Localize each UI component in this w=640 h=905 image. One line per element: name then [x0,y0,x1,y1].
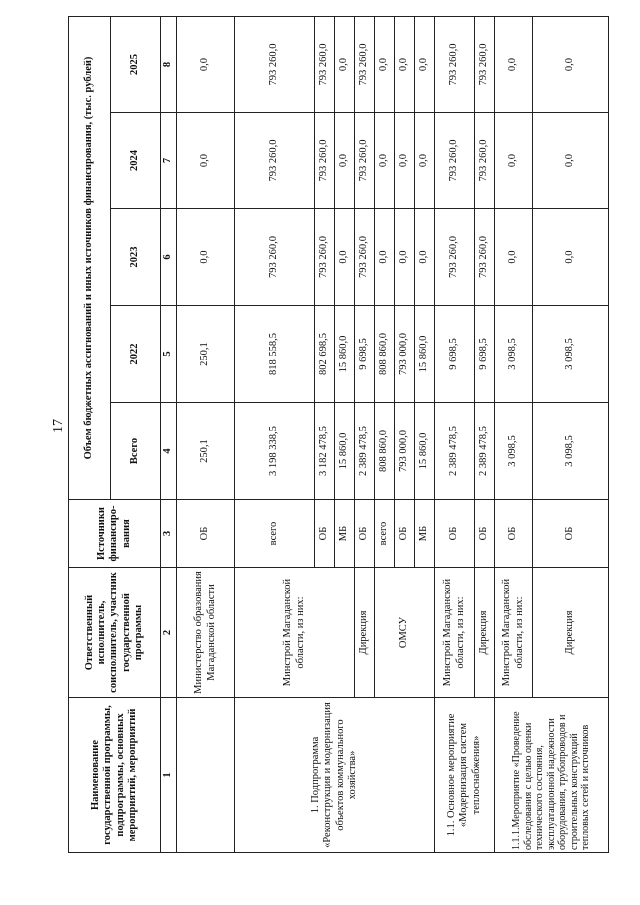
cell-value: 793 000,0 [395,306,415,403]
cell-value: 2 389 478,5 [435,403,475,500]
cell-value: 15 860,0 [415,403,435,500]
cell-source: МБ [335,500,355,568]
cell-value: 0,0 [495,113,533,209]
budget-table [68,16,609,853]
cell-value: 0,0 [335,16,355,112]
cell-executor: Минстрой Магаданской области, из них: [235,568,355,698]
table-row [177,16,235,852]
cell-value: 793 260,0 [315,16,335,112]
cell-value: 0,0 [533,209,609,306]
col-number: 3 [161,500,177,568]
cell-source: ОБ [533,500,609,568]
cell-value: 0,0 [415,113,435,209]
cell-executor: Дирекция [355,568,375,698]
cell-value: 15 860,0 [335,403,355,500]
cell-source: ОБ [435,500,475,568]
cell-source: ОБ [355,500,375,568]
cell-value: 0,0 [395,16,415,112]
cell-value: 9 698,5 [435,306,475,403]
cell-value: 2 389 478,5 [475,403,495,500]
cell-value: 9 698,5 [355,306,375,403]
cell-source: всего [375,500,395,568]
cell-value: 0,0 [495,209,533,306]
cell-value: 0,0 [177,16,235,112]
cell-value: 0,0 [533,113,609,209]
page-number: 17 [51,419,66,433]
cell-value: 0,0 [375,16,395,112]
cell-value: 793 260,0 [475,113,495,209]
header-year: 2025 [111,16,161,112]
cell-value: 793 000,0 [395,403,415,500]
table-row [495,16,533,852]
cell-name: 1.1.1.Мероприятие «Проведение обследования с целью оценки технического состояния, эксплуатационной надежности оборудования, трубопроводов и строительных конструкций тепловых сетей и источников [495,698,609,853]
cell-executor: Минстрой Магаданской области, из них: [435,568,475,698]
cell-value: 3 098,5 [533,306,609,403]
col-number: 1 [161,698,177,853]
cell-source: всего [235,500,315,568]
cell-value: 250,1 [177,306,235,403]
cell-value: 808 860,0 [375,306,395,403]
cell-executor: ОМСУ [375,568,435,698]
cell-value: 802 698,5 [315,306,335,403]
cell-value: 793 260,0 [235,113,315,209]
header-executor: Ответственный исполнитель, соисполнитель, участник государственной программы [69,568,161,698]
cell-value: 3 098,5 [533,403,609,500]
cell-value: 793 260,0 [355,113,375,209]
cell-value: 793 260,0 [435,16,475,112]
cell-value: 3 098,5 [495,403,533,500]
cell-value: 0,0 [177,209,235,306]
cell-value: 0,0 [335,209,355,306]
col-number: 7 [161,113,177,209]
cell-name-empty [177,698,235,853]
cell-source: ОБ [495,500,533,568]
header-name: Наименование государственной программы, подпрограммы, основных мероприятий, мероприятий [69,698,161,853]
cell-name: 1.1. Основное мероприятие «Модернизация систем теплоснабжения» [435,698,495,853]
header-year: 2024 [111,113,161,209]
cell-value: 793 260,0 [475,16,495,112]
cell-value: 3 182 478,5 [315,403,335,500]
cell-value: 0,0 [335,113,355,209]
cell-value: 0,0 [415,209,435,306]
cell-value: 793 260,0 [235,16,315,112]
cell-value: 793 260,0 [315,209,335,306]
header-year: 2022 [111,306,161,403]
header-year: 2023 [111,209,161,306]
cell-value: 818 558,5 [235,306,315,403]
cell-value: 793 260,0 [355,16,375,112]
col-number: 6 [161,209,177,306]
cell-value: 0,0 [415,16,435,112]
table-row [235,16,315,852]
cell-value: 793 260,0 [435,113,475,209]
header-total: Всего [111,403,161,500]
col-number: 8 [161,16,177,112]
cell-value: 793 260,0 [315,113,335,209]
col-number: 5 [161,306,177,403]
cell-value: 3 098,5 [495,306,533,403]
cell-value: 0,0 [395,113,415,209]
cell-value: 0,0 [395,209,415,306]
header-amount: Объем бюджетных ассигнований и иных источников финансирования, (тыс. рублей) [69,16,111,499]
cell-source: МБ [415,500,435,568]
cell-name: 1. Подпрограмма «Реконструкция и модернизация объектов коммунального хозяйства» [235,698,435,853]
cell-value: 15 860,0 [415,306,435,403]
cell-source: ОБ [177,500,235,568]
cell-value: 0,0 [533,16,609,112]
cell-value: 793 260,0 [235,209,315,306]
rotated-table-container [68,17,608,853]
cell-source: ОБ [475,500,495,568]
col-number: 4 [161,403,177,500]
cell-value: 250,1 [177,403,235,500]
cell-value: 0,0 [177,113,235,209]
cell-value: 9 698,5 [475,306,495,403]
cell-executor: Министерство образования Магаданской области [177,568,235,698]
cell-value: 15 860,0 [335,306,355,403]
cell-source: ОБ [315,500,335,568]
cell-value: 0,0 [495,16,533,112]
cell-executor: Дирекция [475,568,495,698]
cell-source: ОБ [395,500,415,568]
header-source: Источники финансиро-вания [69,500,161,568]
cell-value: 0,0 [375,209,395,306]
cell-value: 3 198 338,5 [235,403,315,500]
cell-value: 0,0 [375,113,395,209]
cell-value: 793 260,0 [475,209,495,306]
cell-executor: Минстрой Магаданской области, из них: [495,568,533,698]
cell-value: 808 860,0 [375,403,395,500]
col-number: 2 [161,568,177,698]
cell-value: 793 260,0 [435,209,475,306]
cell-value: 793 260,0 [355,209,375,306]
cell-value: 2 389 478,5 [355,403,375,500]
table-row [435,16,475,852]
cell-executor: Дирекция [533,568,609,698]
